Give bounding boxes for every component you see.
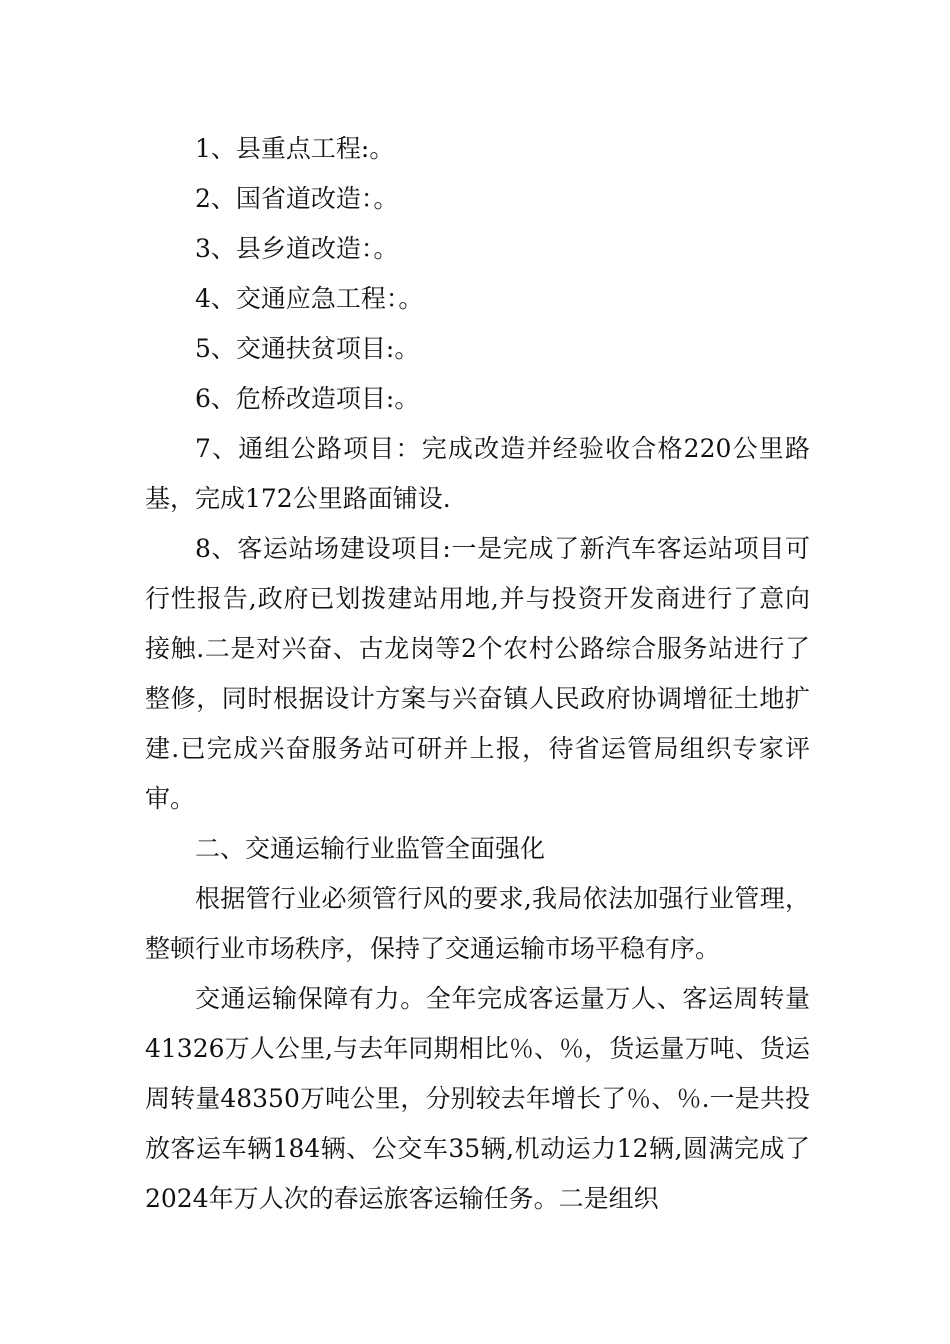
paragraph-item-4: 4、交通应急工程：。 bbox=[195, 284, 424, 313]
document-body bbox=[145, 124, 810, 1224]
paragraph-regulation: 根据管行业必须管行风的要求,我局依法加强行业管理，整顿行业市场秩序，保持了交通运输市场平稳有序。 bbox=[145, 884, 810, 963]
paragraph-transport-stats: 交通运输保障有力。全年完成客运量万人、客运周转量41326万人公里,与去年同期相比％、％，货运量万吨、货运周转量48350万吨公里，分别较去年增长了％、％.一是共投放客运车辆184辆、公交车35辆,机动运力12辆,圆满完成了2024年万人次的春运旅客运输任务。二是组织 bbox=[145, 984, 810, 1213]
paragraph-item-7: 7、通组公路项目：完成改造并经验收合格220公里路基，完成172公里路面铺设. bbox=[145, 434, 810, 513]
paragraph-item-3: 3、县乡道改造：。 bbox=[195, 234, 399, 263]
paragraph-item-1: 1、县重点工程:。 bbox=[195, 134, 395, 163]
paragraph-item-8: 8、客运站场建设项目:一是完成了新汽车客运站项目可行性报告,政府已划拨建站用地,并与投资开发商进行了意向接触.二是对兴奋、古龙岗等2个农村公路综合服务站进行了整修，同时根据设计方案与兴奋镇人民政府协调增征土地扩建.已完成兴奋服务站可研并上报，待省运管局组织专家评审。 bbox=[145, 534, 810, 813]
paragraph-item-5: 5、交通扶贫项目:。 bbox=[195, 334, 420, 363]
paragraph-item-6: 6、危桥改造项目:。 bbox=[195, 384, 420, 413]
paragraph-item-2: 2、国省道改造：。 bbox=[195, 184, 399, 213]
section-heading: 二、交通运输行业监管全面强化 bbox=[195, 834, 546, 863]
